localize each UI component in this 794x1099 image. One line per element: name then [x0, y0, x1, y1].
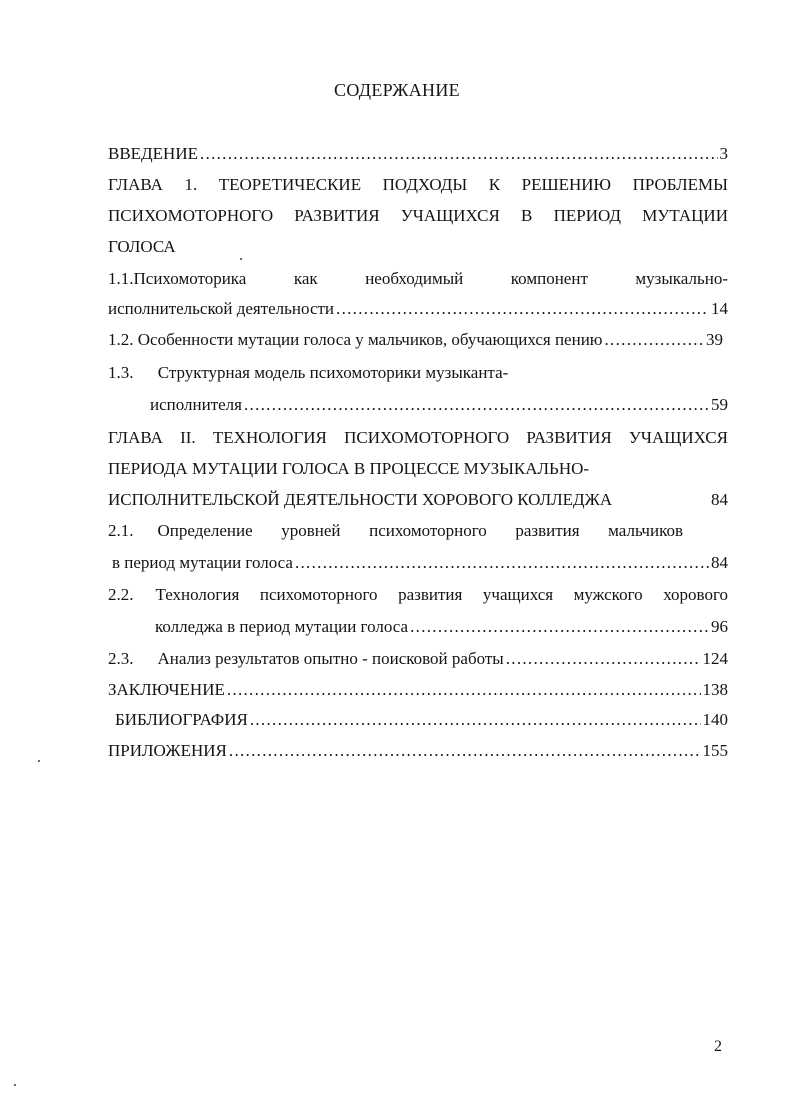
toc-section-2-2-line-2[interactable]: [155, 612, 728, 642]
toc-page-number: 84: [711, 490, 728, 509]
toc-page-number: 84: [711, 553, 728, 572]
dot-leader: [605, 325, 705, 355]
toc-label: ЗАКЛЮЧЕНИЕ: [108, 680, 225, 699]
toc-label: Технология психомоторного развития учащихся мужского хорового: [155, 585, 728, 604]
toc-chapter-1-line-3[interactable]: ГОЛОСА: [108, 237, 176, 256]
toc-entry-intro[interactable]: [108, 139, 728, 169]
toc-section-1-3-line-1[interactable]: [108, 358, 728, 388]
dot-leader: [229, 736, 701, 766]
toc-page-number: 155: [702, 741, 728, 760]
scan-speck: [38, 760, 40, 762]
toc-page-number: 14: [711, 299, 728, 318]
toc-section-1-2[interactable]: [108, 325, 723, 355]
scan-speck: [14, 1084, 16, 1086]
toc-section-number: 1.3.: [108, 363, 134, 382]
toc-label: ИСПОЛНИТЕЛЬСКОЙ ДЕЯТЕЛЬНОСТИ ХОРОВОГО КОЛЛЕДЖА: [108, 490, 613, 509]
toc-page-number: 59: [711, 395, 728, 414]
dot-leader: [250, 705, 701, 735]
toc-label: исполнителя: [150, 395, 242, 414]
toc-label: ВВЕДЕНИЕ: [108, 144, 198, 163]
toc-section-1-1-line-2[interactable]: [108, 294, 728, 324]
toc-section-1-1-line-1[interactable]: 1.1.Психомоторика как необходимый компонент музыкально-: [108, 269, 728, 288]
toc-chapter-1-line-2[interactable]: ПСИХОМОТОРНОГО РАЗВИТИЯ УЧАЩИХСЯ В ПЕРИОД МУТАЦИИ: [108, 206, 728, 225]
toc-label: Определение уровней психомоторного развития мальчиков: [157, 521, 683, 540]
page-title: СОДЕРЖАНИЕ: [334, 80, 460, 100]
toc-page-number: 124: [702, 649, 728, 668]
toc-page-number: 39: [706, 330, 723, 349]
toc-label: в период мутации голоса: [112, 553, 293, 572]
dot-leader: [336, 294, 709, 324]
dot-leader: [244, 390, 709, 420]
toc-page-number: 138: [702, 680, 728, 699]
toc-page-number: 3: [719, 144, 728, 163]
dot-leader: [506, 644, 701, 674]
toc-section-1-3-line-2[interactable]: [150, 390, 728, 420]
toc-section-2-1-line-2[interactable]: [112, 548, 728, 578]
toc-section-number: 2.1.: [108, 521, 134, 540]
toc-page-number: 96: [711, 617, 728, 636]
scan-speck: [240, 258, 242, 260]
toc-label: ПРИЛОЖЕНИЯ: [108, 741, 227, 760]
toc-label: БИБЛИОГРАФИЯ: [115, 710, 248, 729]
toc-label: колледжа в период мутации голоса: [155, 617, 409, 636]
dot-leader: [410, 612, 709, 642]
toc-label: 1.2. Особенности мутации голоса у мальчиков, обучающихся пению: [108, 330, 603, 349]
dot-leader: [227, 675, 701, 705]
toc-section-2-2-line-1[interactable]: [108, 580, 728, 610]
toc-label: исполнительской деятельности: [108, 299, 335, 318]
toc-section-2-3[interactable]: [108, 644, 728, 674]
toc-page-number: 140: [702, 710, 728, 729]
toc-section-number: 2.3.: [108, 649, 134, 668]
toc-section-2-1-line-1[interactable]: [108, 516, 683, 546]
toc-chapter-2-line-3[interactable]: [108, 485, 728, 515]
toc-entry-conclusion[interactable]: [108, 675, 728, 705]
dot-leader: [200, 139, 718, 169]
page-number: 2: [714, 1038, 722, 1055]
toc-entry-bibliography[interactable]: [115, 705, 728, 735]
toc-section-number: 2.2.: [108, 585, 134, 604]
toc-entry-appendix[interactable]: [108, 736, 728, 766]
toc-label: Структурная модель психомоторики музыканта-: [157, 363, 509, 382]
toc-chapter-2-line-1[interactable]: ГЛАВА II. ТЕХНОЛОГИЯ ПСИХОМОТОРНОГО РАЗВИТИЯ УЧАЩИХСЯ: [108, 428, 728, 447]
toc-chapter-2-line-2[interactable]: ПЕРИОДА МУТАЦИИ ГОЛОСА В ПРОЦЕССЕ МУЗЫКАЛЬНО-: [108, 459, 590, 478]
toc-chapter-1-line-1[interactable]: ГЛАВА 1. ТЕОРЕТИЧЕСКИЕ ПОДХОДЫ К РЕШЕНИЮ ПРОБЛЕМЫ: [108, 175, 728, 194]
toc-label: Анализ результатов опытно - поисковой работы: [157, 649, 504, 668]
dot-leader: [295, 548, 709, 578]
